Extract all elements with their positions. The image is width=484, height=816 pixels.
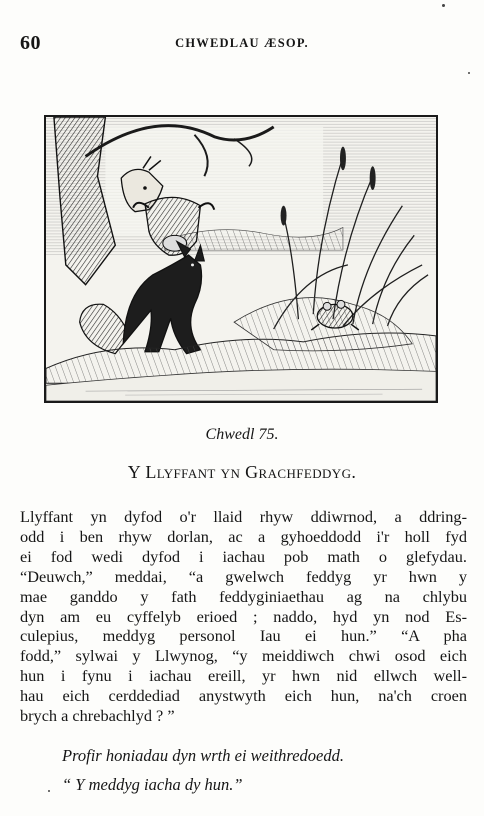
fable-title: Y Llyffant yn Grachfeddyg. [127, 462, 357, 482]
fable-moral: Profir honiadau dyn wrth ei weithredoedd. [62, 746, 345, 765]
body-line: hau eich cerddediad anystwyth eich hun, na'ch croen [20, 686, 467, 706]
body-line: dyn am eu cyffelyb erioed ; naddo, hyd yn nod Es- [20, 606, 467, 626]
body-line: brych a chrebachlyd ? ” [20, 706, 175, 726]
body-line: mae ganddo y fath feddyginiaethau ag na chlybu [20, 586, 467, 606]
body-line: Llyffant yn dyfod o'r llaid rhyw ddiwrnod, a ddring- [20, 507, 467, 526]
paper-speck [48, 790, 50, 792]
page-number: 60 [20, 32, 41, 54]
running-title: CHWEDLAU ÆSOP. [175, 36, 309, 50]
paper-speck [468, 72, 470, 74]
body-line: ei fod wedi dyfod i iachau pob math o glefydau. [20, 546, 467, 566]
fable-quote: “ Y meddyg iacha dy hun.” [62, 775, 243, 794]
body-line: culepius, meddyg personol Iau ei hun.” “A pha [20, 626, 467, 646]
body-line: “Deuwch,” meddai, “a gwelwch feddyg yr hwn y [20, 566, 467, 586]
paper-speck [442, 4, 445, 7]
body-line: fodd,” sylwai y Llwynog, “y meiddiwch chwi osod eich [20, 646, 467, 666]
body-line: hun i fynu i iachau ereill, yr hwn nid ellwch well- [20, 666, 467, 686]
fable-illustration [44, 115, 438, 403]
fable-number: Chwedl 75. [205, 426, 279, 443]
body-line: odd i ben rhyw dorlan, ac a gyhoeddodd i'r holl fyd [20, 526, 467, 546]
fable-body [20, 507, 467, 726]
